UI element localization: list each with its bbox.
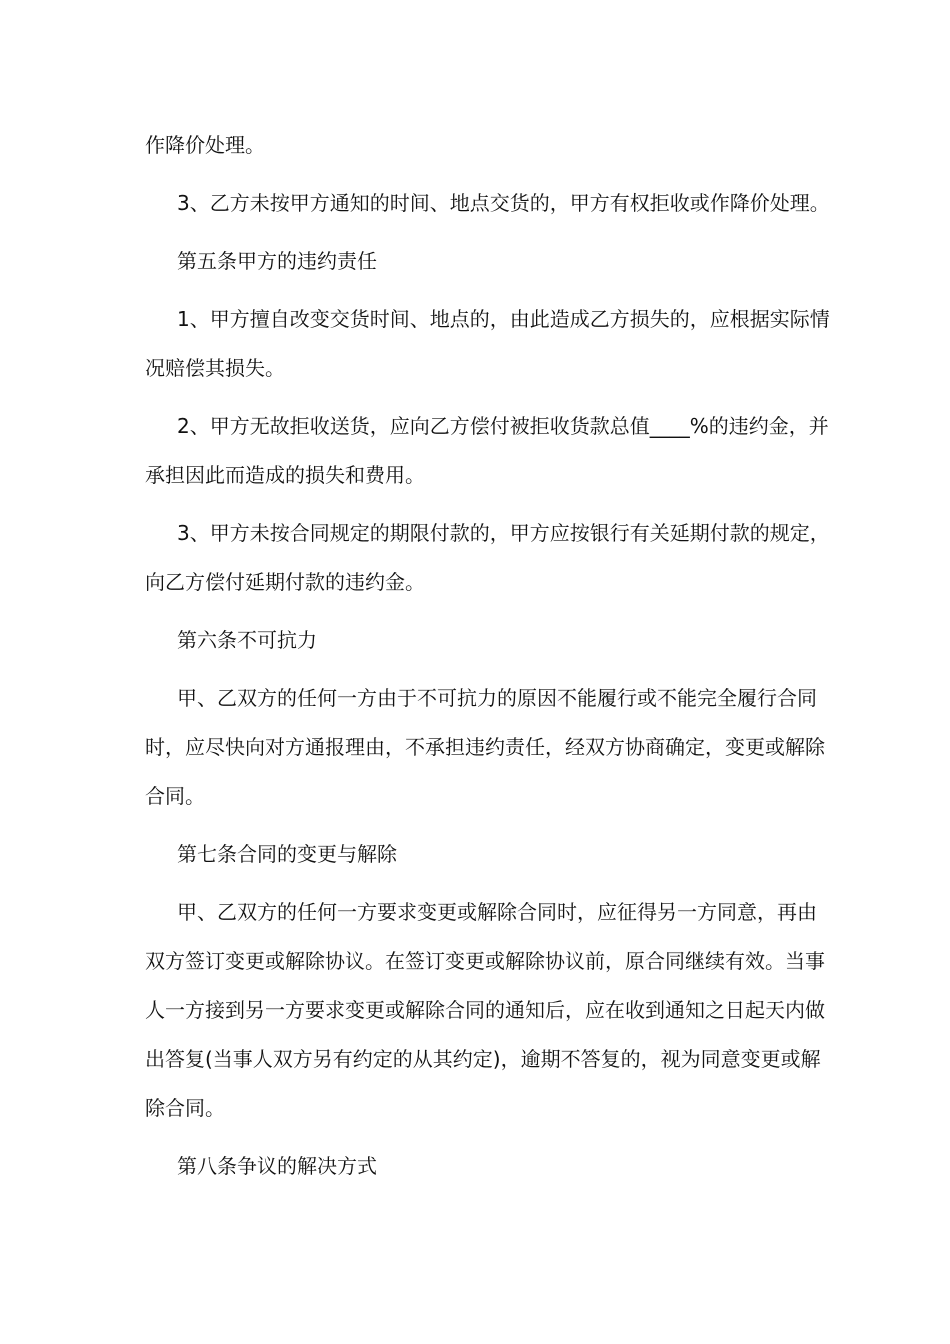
text-line: 第八条争议的解决方式 (177, 1154, 377, 1178)
paragraph (145, 509, 830, 607)
text-line: 第五条甲方的违约责任 (177, 249, 377, 273)
paragraph (145, 295, 830, 393)
text-line: 人一方接到另一方要求变更或解除合同的通知后，应在收到通知之日起天内做 (145, 998, 825, 1022)
paragraph (145, 237, 809, 286)
text-line: 作降价处理。 (145, 133, 265, 157)
text-line: 向乙方偿付延期付款的违约金。 (145, 570, 425, 594)
text-line: 合同。 (145, 784, 205, 808)
paragraph (145, 674, 825, 821)
text-line: 时，应尽快向对方通报理由，不承担违约责任，经双方协商确定，变更或解除 (145, 735, 825, 759)
document-page (145, 121, 830, 1200)
text-line: 3、乙方未按甲方通知的时间、地点交货的，甲方有权拒收或作降价处理。 (177, 191, 830, 215)
text-line: 甲、乙双方的任何一方由于不可抗力的原因不能履行或不能完全履行合同 (177, 686, 817, 710)
text-line: 双方签订变更或解除协议。在签订变更或解除协议前，原合同继续有效。当事 (145, 949, 825, 973)
paragraph (145, 121, 809, 170)
text-line: 第六条不可抗力 (177, 628, 317, 652)
text-line: 第七条合同的变更与解除 (177, 842, 397, 866)
text-line: 况赔偿其损失。 (145, 356, 285, 380)
paragraph (145, 888, 825, 1133)
paragraph (145, 616, 809, 665)
paragraph (145, 402, 829, 500)
text-line: 2、甲方无故拒收送货，应向乙方偿付被拒收货款总值____%的违约金，并 (177, 414, 829, 438)
text-line: 甲、乙双方的任何一方要求变更或解除合同时，应征得另一方同意，再由 (177, 900, 817, 924)
text-line: 承担因此而造成的损失和费用。 (145, 463, 425, 487)
text-line: 3、甲方未按合同规定的期限付款的，甲方应按银行有关延期付款的规定， (177, 521, 830, 545)
text-line: 出答复(当事人双方另有约定的从其约定)，逾期不答复的，视为同意变更或解 (145, 1047, 821, 1071)
text-line: 1、甲方擅自改变交货时间、地点的，由此造成乙方损失的，应根据实际情 (177, 307, 830, 331)
text-line: 除合同。 (145, 1096, 225, 1120)
paragraph (145, 830, 809, 879)
paragraph (145, 179, 830, 228)
paragraph (145, 1142, 809, 1191)
